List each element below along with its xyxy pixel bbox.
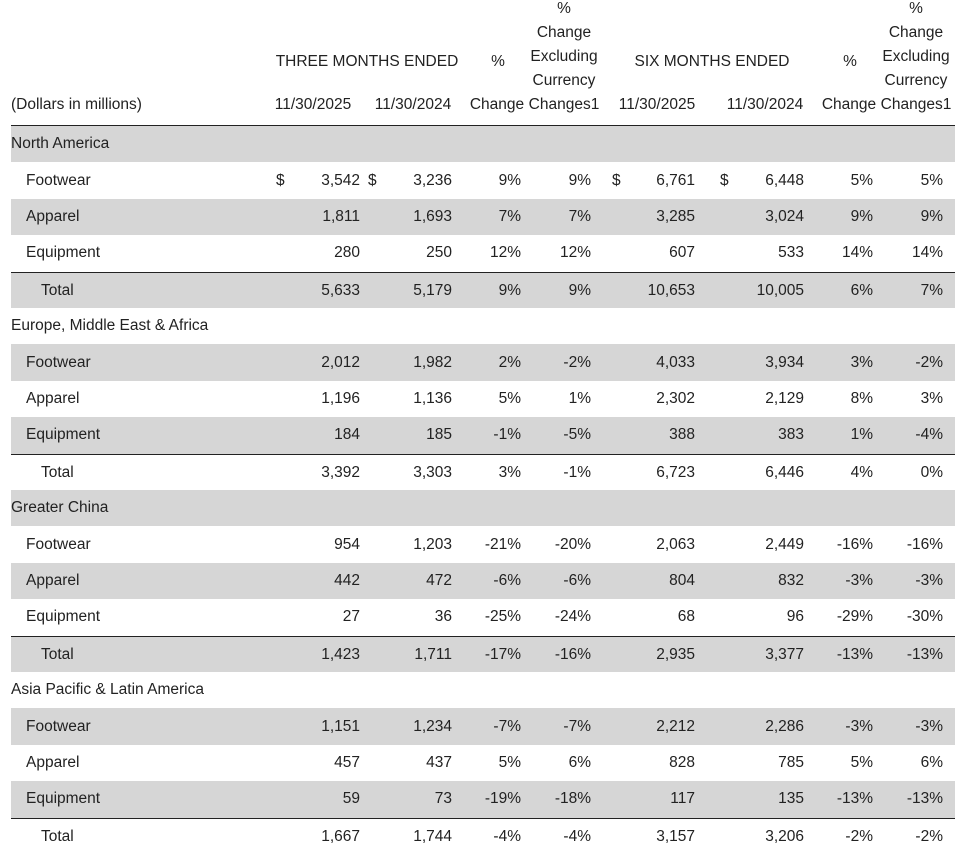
cell-value: 3,285 xyxy=(656,207,695,225)
row-label: Equipment xyxy=(26,244,101,262)
row-label: Apparel xyxy=(26,389,80,407)
header-six-months: SIX MONTHS ENDED xyxy=(634,53,790,70)
cell-value: 442 xyxy=(334,571,360,589)
row-label: Total xyxy=(41,645,74,663)
cell-value: 68 xyxy=(677,608,695,626)
section-label: North America xyxy=(11,135,110,153)
cell-value: 3% xyxy=(498,463,521,481)
cell-value: 383 xyxy=(778,426,804,444)
table-row xyxy=(11,235,955,271)
cell-value: 5% xyxy=(850,753,873,771)
cell-value: 8% xyxy=(850,389,873,407)
section-row xyxy=(11,672,955,708)
cell-value: 1,693 xyxy=(413,207,452,225)
row-label: Total xyxy=(41,281,74,299)
cell-value: 388 xyxy=(669,426,695,444)
row-label: Equipment xyxy=(26,790,101,808)
cell-value: -7% xyxy=(493,717,521,735)
cell-value: -4% xyxy=(493,827,521,845)
cell-value: -4% xyxy=(563,827,591,845)
header-fx-excluding-6m: Excluding xyxy=(882,48,950,65)
cell-value: -16% xyxy=(906,535,943,553)
cell-value: -3% xyxy=(845,571,873,589)
cell-value: 3,236 xyxy=(413,171,452,189)
cell-value: 10,005 xyxy=(756,281,804,299)
cell-value: 6% xyxy=(850,281,873,299)
cell-value: 2,935 xyxy=(656,645,695,663)
cell-value: 14% xyxy=(911,244,943,262)
cell-value: 828 xyxy=(669,753,695,771)
cell-value: 59 xyxy=(342,790,360,808)
cell-value: 4% xyxy=(850,463,873,481)
cell-value: 804 xyxy=(669,571,695,589)
row-label: Footwear xyxy=(26,717,91,735)
cell-value: 457 xyxy=(334,753,360,771)
cell-value: -16% xyxy=(836,535,873,553)
table-row xyxy=(11,526,955,562)
cell-value: 533 xyxy=(778,244,804,262)
cell-value: 9% xyxy=(568,171,591,189)
header-fx-pct-6m: % xyxy=(909,0,923,17)
cell-value: -2% xyxy=(845,827,873,845)
cell-value: 3% xyxy=(850,353,873,371)
section-row xyxy=(11,308,955,344)
table-row xyxy=(11,162,955,198)
cell-value: 1,811 xyxy=(322,207,360,225)
total-row xyxy=(11,818,955,854)
table-row xyxy=(11,781,955,817)
currency-symbol: $ xyxy=(720,171,729,189)
header-change-3m: Change xyxy=(469,96,525,113)
cell-value: 1,711 xyxy=(414,645,452,663)
cell-value: 3,303 xyxy=(413,463,452,481)
cell-value: 607 xyxy=(669,244,695,262)
cell-value: 3,024 xyxy=(765,207,804,225)
cell-value: 3,934 xyxy=(765,353,804,371)
row-label: Total xyxy=(41,463,74,481)
cell-value: 1,234 xyxy=(413,717,452,735)
header-change-6m: Change xyxy=(821,96,877,113)
table-row xyxy=(11,417,955,453)
cell-value: 12% xyxy=(489,244,521,262)
header-units-label: (Dollars in millions) xyxy=(11,96,142,113)
table-row xyxy=(11,344,955,380)
row-label: Apparel xyxy=(26,753,80,771)
cell-value: 5% xyxy=(920,171,943,189)
cell-value: 250 xyxy=(426,244,452,262)
cell-value: 2,129 xyxy=(765,389,804,407)
cell-value: 832 xyxy=(778,571,804,589)
table-row xyxy=(11,563,955,599)
header-fx-currency-6m: Currency xyxy=(884,72,948,89)
section-row xyxy=(11,490,955,526)
cell-value: 6% xyxy=(568,753,591,771)
table-row xyxy=(11,199,955,235)
cell-value: 9% xyxy=(498,281,521,299)
cell-value: 7% xyxy=(920,281,943,299)
header-fx-changes1-6m: Changes1 xyxy=(880,96,952,113)
cell-value: 2% xyxy=(498,353,521,371)
row-label: Total xyxy=(41,827,74,845)
cell-value: 1% xyxy=(850,426,873,444)
cell-value: -24% xyxy=(554,608,591,626)
cell-value: 5% xyxy=(850,171,873,189)
header-fx-change-3m: Change xyxy=(536,24,592,41)
cell-value: 1,744 xyxy=(413,827,452,845)
cell-value: 1,667 xyxy=(321,827,360,845)
cell-value: 2,449 xyxy=(765,535,804,553)
cell-value: -16% xyxy=(554,645,591,663)
cell-value: -5% xyxy=(563,426,591,444)
total-row xyxy=(11,272,955,308)
cell-value: 9% xyxy=(568,281,591,299)
cell-value: -18% xyxy=(554,790,591,808)
row-label: Footwear xyxy=(26,171,91,189)
table-row xyxy=(11,708,955,744)
cell-value: 1% xyxy=(568,389,591,407)
cell-value: 6% xyxy=(920,753,943,771)
cell-value: 2,302 xyxy=(656,389,695,407)
cell-value: -3% xyxy=(915,571,943,589)
header-pct-3m: % xyxy=(491,53,505,70)
cell-value: 2,286 xyxy=(765,717,804,735)
cell-value: 9% xyxy=(498,171,521,189)
cell-value: -25% xyxy=(484,608,521,626)
cell-value: 2,212 xyxy=(656,717,695,735)
cell-value: 1,136 xyxy=(413,389,452,407)
header-date-6m-a: 11/30/2025 xyxy=(618,96,696,113)
cell-value: 4,033 xyxy=(656,353,695,371)
cell-value: 6,761 xyxy=(656,171,695,189)
header-fx-pct-3m: % xyxy=(557,0,571,17)
total-row xyxy=(11,454,955,490)
cell-value: 36 xyxy=(434,608,452,626)
header-pct-6m: % xyxy=(843,53,857,70)
cell-value: 6,723 xyxy=(656,463,695,481)
cell-value: -19% xyxy=(484,790,521,808)
cell-value: 184 xyxy=(334,426,360,444)
cell-value: -6% xyxy=(563,571,591,589)
cell-value: 785 xyxy=(778,753,804,771)
cell-value: 10,653 xyxy=(647,281,695,299)
cell-value: 5,633 xyxy=(321,281,360,299)
row-label: Equipment xyxy=(26,426,101,444)
cell-value: 7% xyxy=(498,207,521,225)
section-row xyxy=(11,126,955,162)
cell-value: 3,377 xyxy=(765,645,804,663)
cell-value: 3,542 xyxy=(321,171,360,189)
cell-value: 0% xyxy=(920,463,943,481)
cell-value: -17% xyxy=(484,645,521,663)
cell-value: 7% xyxy=(568,207,591,225)
cell-value: 14% xyxy=(841,244,873,262)
currency-symbol: $ xyxy=(612,171,621,189)
cell-value: 2,063 xyxy=(656,535,695,553)
section-label: Europe, Middle East & Africa xyxy=(11,317,209,335)
currency-symbol: $ xyxy=(276,171,285,189)
cell-value: 1,196 xyxy=(321,389,360,407)
cell-value: 3% xyxy=(920,389,943,407)
cell-value: -7% xyxy=(563,717,591,735)
cell-value: -30% xyxy=(906,608,943,626)
header-date-6m-b: 11/30/2024 xyxy=(726,96,804,113)
table-row xyxy=(11,381,955,417)
cell-value: -4% xyxy=(915,426,943,444)
cell-value: -29% xyxy=(836,608,873,626)
section-label: Asia Pacific & Latin America xyxy=(11,681,204,699)
row-label: Apparel xyxy=(26,207,80,225)
cell-value: 9% xyxy=(920,207,943,225)
header-fx-currency-3m: Currency xyxy=(532,72,596,89)
cell-value: -1% xyxy=(493,426,521,444)
cell-value: 12% xyxy=(559,244,591,262)
header-date-3m-b: 11/30/2024 xyxy=(374,96,452,113)
cell-value: 954 xyxy=(334,535,360,553)
cell-value: 135 xyxy=(778,790,804,808)
cell-value: -21% xyxy=(484,535,521,553)
cell-value: -13% xyxy=(906,790,943,808)
cell-value: 3,392 xyxy=(321,463,360,481)
header-fx-changes1-3m: Changes1 xyxy=(528,96,600,113)
cell-value: 5,179 xyxy=(413,281,452,299)
cell-value: -3% xyxy=(845,717,873,735)
cell-value: 6,448 xyxy=(765,171,804,189)
cell-value: -2% xyxy=(915,827,943,845)
cell-value: 1,982 xyxy=(413,353,452,371)
cell-value: -13% xyxy=(836,645,873,663)
cell-value: 117 xyxy=(670,790,695,808)
cell-value: 27 xyxy=(342,608,360,626)
header-fx-change-6m: Change xyxy=(888,24,944,41)
cell-value: 1,151 xyxy=(321,717,360,735)
cell-value: -20% xyxy=(554,535,591,553)
cell-value: 280 xyxy=(334,244,360,262)
row-label: Equipment xyxy=(26,608,101,626)
cell-value: 5% xyxy=(498,389,521,407)
cell-value: 6,446 xyxy=(765,463,804,481)
cell-value: 1,203 xyxy=(413,535,452,553)
cell-value: -1% xyxy=(563,463,591,481)
cell-value: 472 xyxy=(426,571,452,589)
header-date-3m-a: 11/30/2025 xyxy=(274,96,352,113)
cell-value: 185 xyxy=(426,426,452,444)
row-label: Apparel xyxy=(26,571,80,589)
cell-value: 3,206 xyxy=(765,827,804,845)
cell-value: -13% xyxy=(906,645,943,663)
cell-value: 1,423 xyxy=(321,645,360,663)
cell-value: 96 xyxy=(786,608,804,626)
cell-value: 73 xyxy=(434,790,452,808)
header-fx-excluding-3m: Excluding xyxy=(530,48,598,65)
cell-value: -13% xyxy=(836,790,873,808)
currency-symbol: $ xyxy=(368,171,377,189)
header-three-months: THREE MONTHS ENDED xyxy=(275,53,459,70)
cell-value: 3,157 xyxy=(656,827,695,845)
cell-value: 5% xyxy=(498,753,521,771)
cell-value: -3% xyxy=(915,717,943,735)
cell-value: -2% xyxy=(915,353,943,371)
row-label: Footwear xyxy=(26,535,91,553)
cell-value: 9% xyxy=(850,207,873,225)
row-label: Footwear xyxy=(26,353,91,371)
table-row xyxy=(11,599,955,635)
table-row xyxy=(11,745,955,781)
cell-value: 2,012 xyxy=(321,353,360,371)
cell-value: 437 xyxy=(426,753,452,771)
cell-value: -6% xyxy=(493,571,521,589)
section-label: Greater China xyxy=(11,499,109,517)
total-row xyxy=(11,636,955,672)
cell-value: -2% xyxy=(563,353,591,371)
